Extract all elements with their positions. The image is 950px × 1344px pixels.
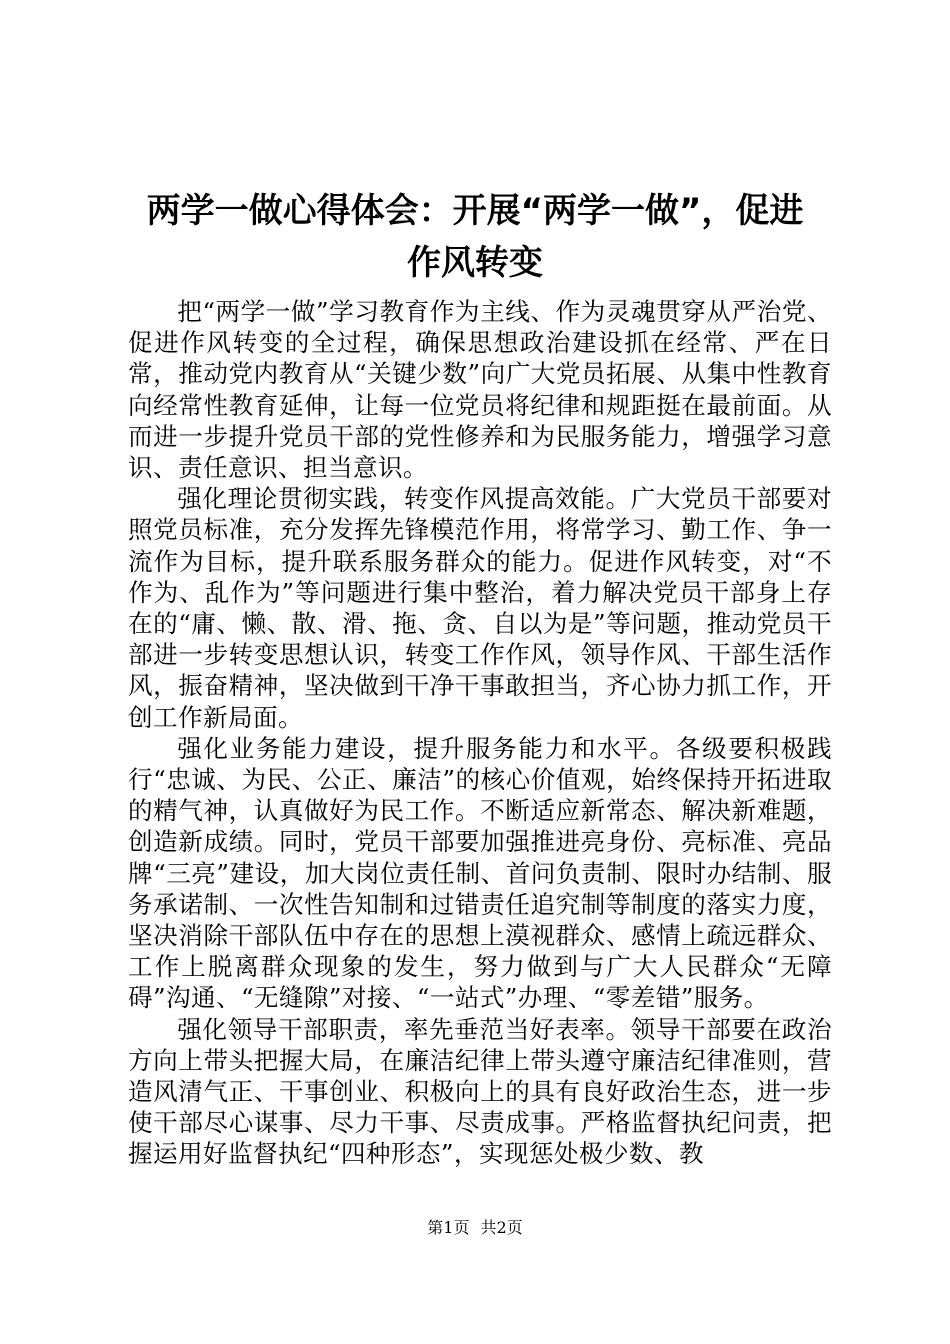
paragraph: 强化领导干部职责，率先垂范当好表率。领导干部要在政治方向上带头把握大局，在廉洁纪律上带头遵守廉洁纪律准则，营造风清气正、干事创业、积极向上的具有良好政治生态，进一步使干部尽心谋事、尽力干事、尽责成事。严格监督执纪问责，把握运用好监督执纪“四种形态”，实现惩处极少数、教: [128, 1014, 832, 1169]
page-total: 共2页: [480, 1218, 523, 1237]
document-body: [128, 296, 832, 1170]
document-title: [120, 185, 830, 289]
paragraph: 强化理论贯彻实践，转变作风提高效能。广大党员干部要对照党员标准，充分发挥先锋模范作用，将常学习、勤工作、争一流作为目标，提升联系服务群众的能力。促进作风转变，对“不作为、乱作为”等问题进行集中整治，着力解决党员干部身上存在的“庸、懒、散、滑、拖、贪、自以为是”等问题，推动党员干部进一步转变思想认识，转变工作作风，领导作风、干部生活作风，振奋精神，坚决做到干净干事敢担当，齐心协力抓工作，开创工作新局面。: [128, 484, 832, 732]
page-number: 第1页: [427, 1218, 470, 1237]
title-line-2: 作风转变: [407, 243, 543, 283]
paragraph: 把“两学一做”学习教育作为主线、作为灵魂贯穿从严治党、促进作风转变的全过程，确保思想政治建设抓在经常、严在日常，推动党内教育从“关键少数”向广大党员拓展、从集中性教育向经常性教育延伸，让每一位党员将纪律和规距挺在最前面。从而进一步提升党员干部的党性修养和为民服务能力，增强学习意识、责任意识、担当意识。: [128, 297, 832, 483]
page-footer: [0, 1218, 950, 1238]
title-line-1: 两学一做心得体会：开展“两学一做”，促进: [146, 191, 804, 231]
paragraph: 强化业务能力建设，提升服务能力和水平。各级要积极践行“忠诚、为民、公正、廉洁”的核心价值观，始终保持开拓进取的精气神，认真做好为民工作。不断适应新常态、解决新难题，创造新成绩。同时，党员干部要加强推进亮身份、亮标准、亮品牌“三亮”建设，加大岗位责任制、首问负责制、限时办结制、服务承诺制、一次性告知制和过错责任追究制等制度的落实力度，坚决消除干部队伍中存在的思想上漠视群众、感情上疏远群众、工作上脱离群众现象的发生，努力做到与广大人民群众“无障碍”沟通、“无缝隙”对接、“一站式”办理、“零差错”服务。: [128, 733, 832, 1013]
